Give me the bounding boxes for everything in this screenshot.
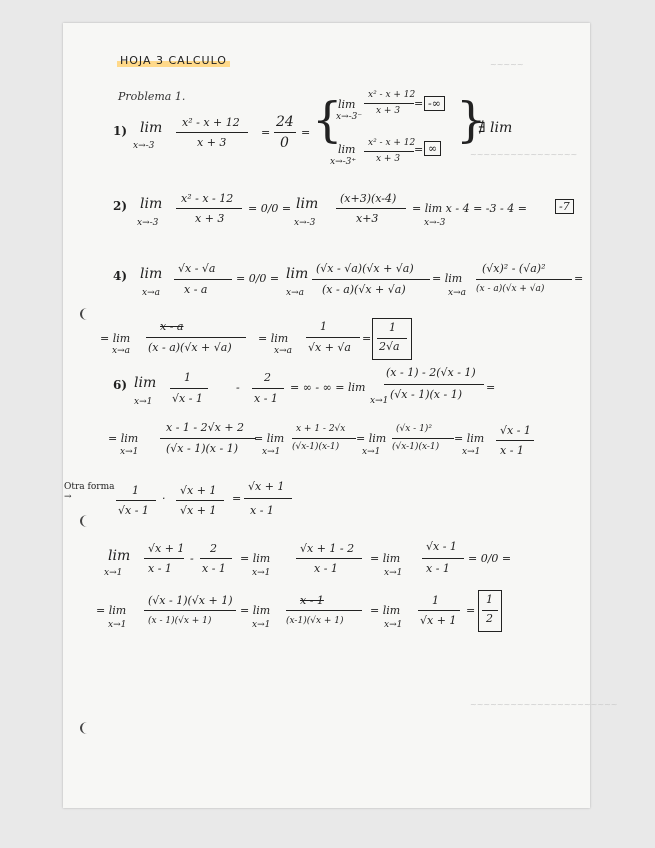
bleed-through-mark: ~~~~~~~~~~~~~~~~ [470, 150, 578, 159]
fraction-bar [176, 500, 224, 501]
lim-subscript: x→1 [120, 447, 139, 457]
bleed-through-mark: ~~~~~~~~~~~~~~~~~~~~~~ [470, 700, 618, 709]
page-title: HOJA 3 CALCULO [117, 54, 230, 67]
numerator: x² - x + 12 [182, 116, 240, 129]
lim-symbol: lim [296, 196, 319, 212]
fraction-bar [306, 337, 360, 338]
denominator: (√x - 1)(x - 1) [390, 388, 462, 401]
numerator: (√x - 1)² [396, 424, 432, 434]
result-denominator: 2√a [379, 340, 400, 353]
denominator: x - 1 [202, 562, 226, 575]
numerator: 2 [210, 542, 217, 555]
lim-subscript: x→a [274, 346, 292, 356]
problem-label: Problema 1. [118, 90, 186, 103]
lim-subscript: x→a [448, 288, 466, 298]
value-denominator: 0 [280, 135, 289, 151]
denominator: (x-1)(√x + 1) [286, 616, 344, 626]
minus: - [190, 552, 194, 565]
result-box [372, 318, 412, 360]
result-numerator: 1 [486, 593, 493, 606]
fraction-bar [377, 338, 407, 339]
fraction-bar [176, 132, 248, 133]
lim-symbol: lim [140, 196, 163, 212]
lim-symbol: = lim [240, 604, 271, 617]
branch-lim: lim [338, 98, 356, 111]
numerator: √x - 1 [426, 540, 457, 553]
exercise-number: 2) [113, 199, 128, 213]
numerator: (√x)² - (√a)² [482, 262, 546, 275]
branch-subscript: x→-3⁺ [330, 157, 357, 167]
margin-note: Otra forma → [64, 482, 115, 502]
lim-symbol: = lim [258, 332, 289, 345]
result-denominator: 2 [486, 612, 493, 625]
result-box: ∞ [424, 141, 441, 156]
numerator: √x + 1 [148, 542, 185, 555]
lim-subscript: x→a [112, 346, 130, 356]
fraction-bar [296, 558, 362, 559]
denominator: (x - a)(√x + √a) [322, 283, 406, 296]
fraction-bar [200, 558, 232, 559]
lim-subscript: x→-3 [133, 141, 155, 151]
denominator: x - a [184, 283, 208, 296]
lim-symbol: = lim [254, 432, 285, 445]
exercise-number: 1) [113, 124, 128, 138]
lim-symbol: = lim [100, 332, 131, 345]
numerator: 1 [184, 371, 191, 384]
branch-numerator: x² - x + 12 [368, 90, 416, 100]
result-box: -∞ [424, 96, 445, 111]
equals: = [261, 126, 271, 139]
branch-denominator: x + 3 [376, 106, 401, 116]
lim-symbol: = lim [96, 604, 127, 617]
result-box: -7 [555, 199, 574, 214]
lim-subscript: x→1 [462, 447, 481, 457]
equals: = [362, 332, 372, 345]
fraction-bar [496, 440, 534, 441]
numerator: (√x - √a)(√x + √a) [316, 262, 414, 275]
fraction-bar [176, 208, 242, 209]
fraction-bar [144, 558, 184, 559]
binder-hole [80, 722, 94, 734]
intermediate: = ∞ - ∞ = lim [290, 381, 366, 394]
fraction-bar [336, 208, 406, 209]
lim-symbol: = lim [370, 604, 401, 617]
lim-subscript: x→1 [252, 620, 271, 630]
lim-symbol: = lim [370, 552, 401, 565]
equals: = [486, 381, 496, 394]
lim-subscript: x→1 [384, 568, 403, 578]
fraction-bar [160, 438, 256, 439]
lim-symbol: lim [134, 375, 157, 391]
lim-symbol: lim [286, 266, 309, 282]
numerator: x² - x - 12 [181, 192, 234, 205]
branch-lim: lim [338, 143, 356, 156]
lim-subscript: x→a [142, 288, 160, 298]
lim-subscript: x→1 [370, 396, 389, 406]
fraction-bar [312, 279, 430, 280]
fraction-bar [418, 610, 460, 611]
equals: = [301, 126, 311, 139]
exercise-number: 4) [113, 269, 128, 283]
equals: = [574, 272, 584, 285]
lim-subscript: x→-3 [137, 218, 159, 228]
minus: - [236, 381, 240, 394]
denominator: x - 1 [254, 392, 278, 405]
lim-symbol: = lim [240, 552, 271, 565]
fraction-bar [384, 384, 484, 385]
fraction-bar [174, 279, 232, 280]
denominator: √x + 1 [420, 614, 457, 627]
fraction-bar [292, 438, 356, 439]
binder-hole [80, 308, 94, 320]
denominator: √x - 1 [172, 392, 203, 405]
denominator: x - 1 [148, 562, 172, 575]
lim-symbol: lim [140, 266, 163, 282]
binder-hole [80, 515, 94, 527]
numerator-cancelled: x - a [160, 320, 184, 333]
intermediate: = 0/0 = [248, 202, 292, 215]
fraction-bar [364, 103, 414, 104]
intermediate: = 0/0 = [468, 552, 512, 565]
lim-symbol: = lim [108, 432, 139, 445]
numerator: 2 [264, 371, 271, 384]
numerator: x + 1 - 2√x [296, 424, 346, 434]
numerator: √x + 1 - 2 [300, 542, 355, 555]
denominator: x - 1 [250, 504, 274, 517]
lim-subscript: x→a [286, 288, 304, 298]
denominator: (√x-1)(x-1) [392, 442, 440, 452]
lim-subscript: x→1 [262, 447, 281, 457]
fraction-bar [244, 498, 292, 499]
multiply: · [162, 492, 166, 505]
fraction-bar [116, 500, 156, 501]
denominator: x - 1 [500, 444, 524, 457]
denominator: x + 3 [197, 136, 227, 149]
denominator: x + 3 [195, 212, 225, 225]
fraction-bar [252, 388, 284, 389]
denominator: x+3 [356, 212, 379, 225]
numerator-cancelled: x - 1 [300, 594, 324, 607]
fraction-bar [476, 279, 572, 280]
branch-denominator: x + 3 [376, 154, 401, 164]
denominator: √x - 1 [118, 504, 149, 517]
lim-subscript: x→1 [362, 447, 381, 457]
numerator: √x - 1 [500, 424, 531, 437]
simplified: = lim x - 4 = -3 - 4 = [412, 202, 527, 215]
fraction-bar [364, 151, 414, 152]
equals: = [232, 492, 242, 505]
lim-symbol: = lim [454, 432, 485, 445]
numerator: √x - √a [178, 262, 216, 275]
lim-subscript: x→1 [104, 568, 123, 578]
fraction-bar [422, 558, 464, 559]
left-brace: { [312, 92, 343, 148]
numerator: (√x - 1)(√x + 1) [148, 594, 233, 607]
denominator: (x - a)(√x + √a) [148, 341, 232, 354]
numerator: 1 [320, 320, 327, 333]
result-numerator: 1 [389, 321, 396, 334]
numerator: (x+3)(x-4) [340, 192, 397, 205]
denominator: √x + 1 [180, 504, 217, 517]
fraction-bar [146, 337, 246, 338]
fraction-bar [274, 132, 296, 133]
result-box [478, 590, 502, 632]
lim-subscript: x→-3 [294, 218, 316, 228]
denominator: (x - 1)(√x + 1) [148, 616, 212, 626]
bleed-through-mark: ~~~~~ [490, 60, 524, 69]
denominator: (√x-1)(x-1) [292, 442, 340, 452]
exercise-number: 6) [113, 378, 128, 392]
numerator: √x + 1 [180, 484, 217, 497]
denominator: x - 1 [314, 562, 338, 575]
lim-subscript: x→1 [108, 620, 127, 630]
fraction-bar [144, 610, 236, 611]
intermediate: = 0/0 = [236, 272, 280, 285]
numerator: (x - 1) - 2(√x - 1) [386, 366, 476, 379]
conclusion: ∄ lim [478, 120, 513, 136]
lim-subscript: x→1 [252, 568, 271, 578]
denominator: (x - a)(√x + √a) [476, 284, 545, 294]
branch-subscript: x→-3⁻ [336, 112, 363, 122]
lim-symbol: = lim [356, 432, 387, 445]
denominator: (√x - 1)(x - 1) [166, 442, 238, 455]
lim-subscript: x→1 [384, 620, 403, 630]
denominator: x - 1 [426, 562, 450, 575]
lim-symbol: = lim [432, 272, 463, 285]
equals: = [466, 604, 476, 617]
branch-numerator: x² - x + 12 [368, 138, 416, 148]
numerator: x - 1 - 2√x + 2 [166, 421, 245, 434]
fraction-bar [482, 610, 498, 611]
numerator: 1 [432, 594, 439, 607]
lim-symbol: lim [108, 548, 131, 564]
lim-subscript: x→1 [134, 397, 153, 407]
value-numerator: 24 [276, 114, 294, 130]
right-brace: } [456, 92, 487, 148]
numerator: 1 [132, 484, 139, 497]
fraction-bar [392, 438, 454, 439]
lim-symbol: lim [140, 120, 163, 136]
fraction-bar [286, 610, 362, 611]
equals: = [414, 97, 424, 110]
denominator: √x + √a [308, 341, 351, 354]
fraction-bar [170, 388, 208, 389]
numerator: √x + 1 [248, 480, 285, 493]
lim-subscript: x→-3 [424, 218, 446, 228]
equals: = [414, 143, 424, 156]
